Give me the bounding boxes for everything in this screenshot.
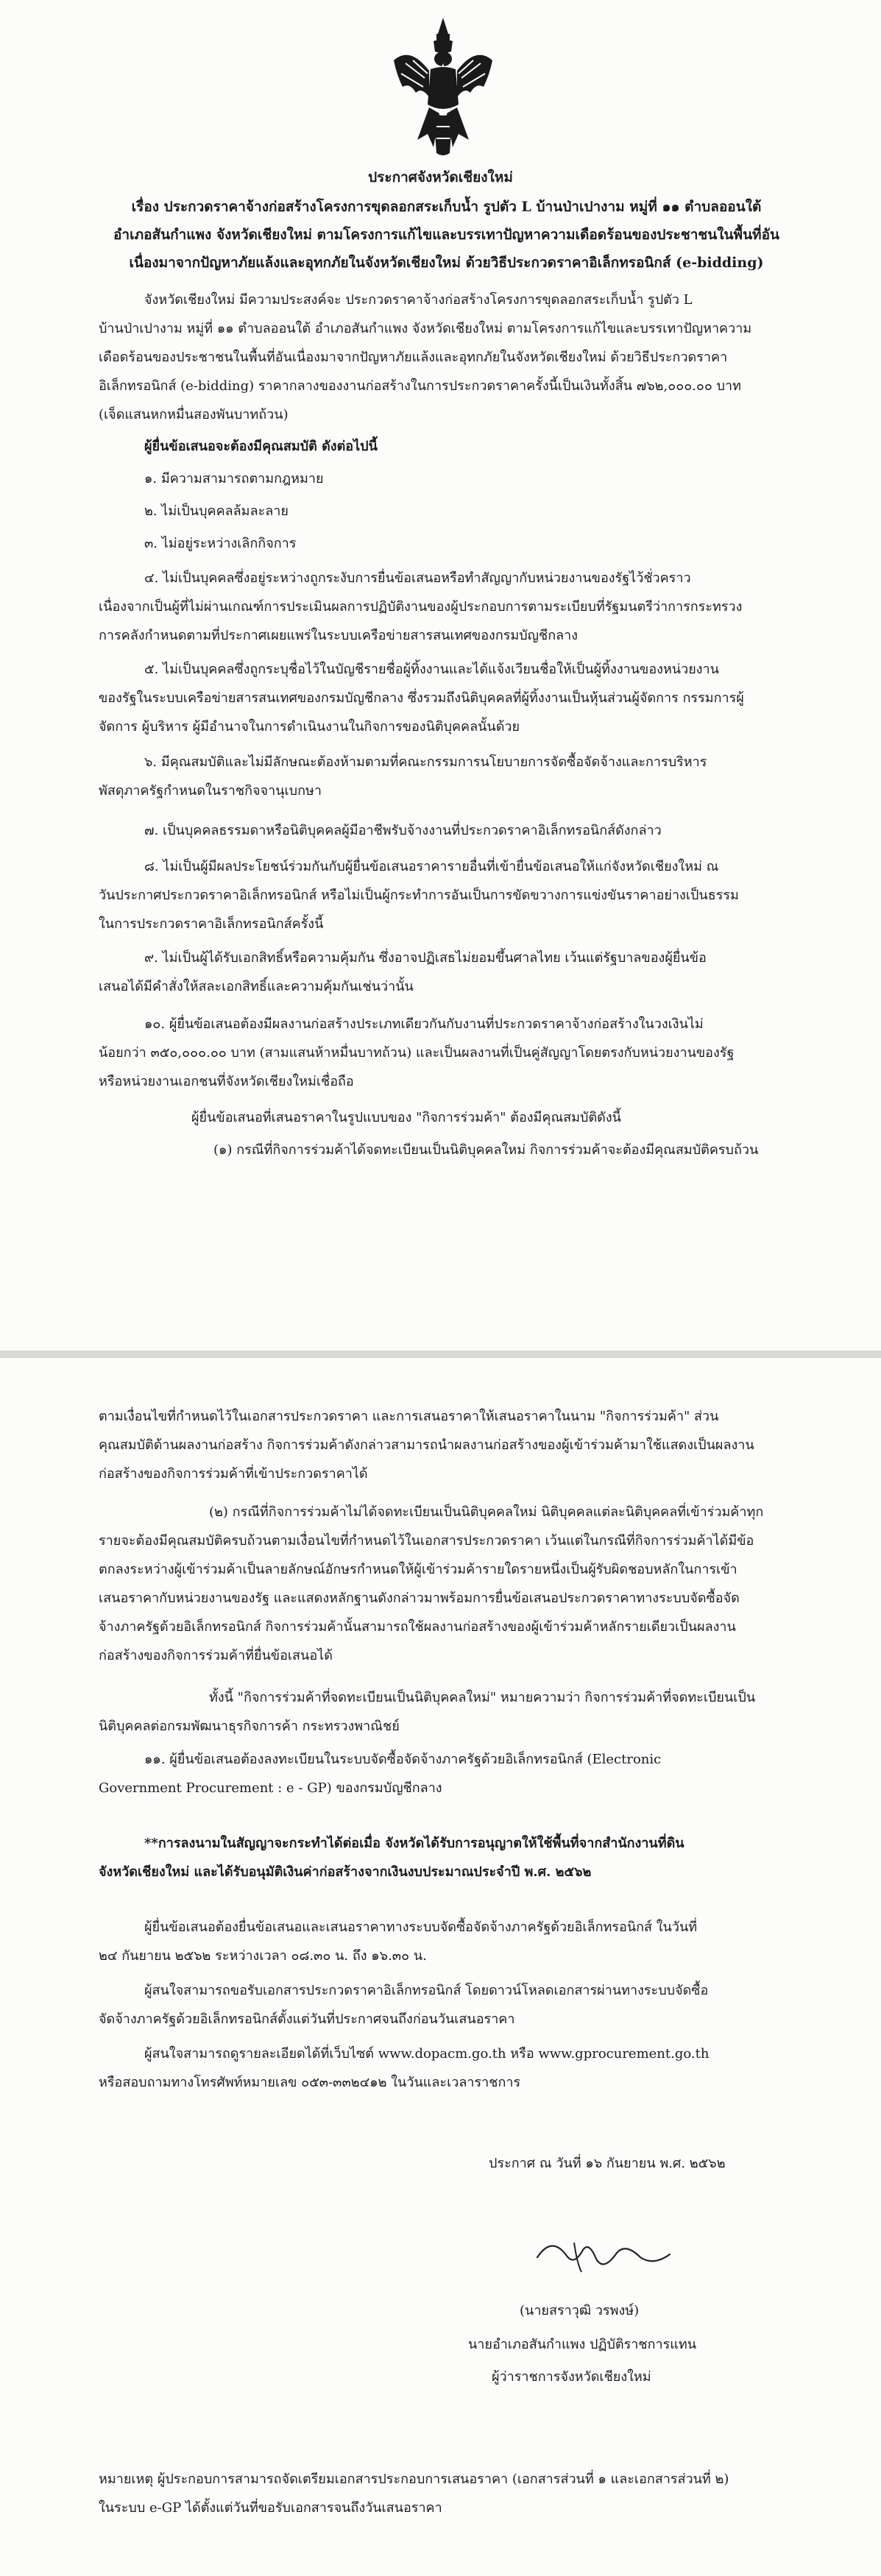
signing-condition-notice: **การลงนามในสัญญาจะกระทำได้ต่อเมื่อ จังหวัดได้รับการอนุญาตให้ใช้พื้นที่จากสำนักงานที่ดิน จังหวัดเชียงใหม่ และได้รับอนุมัติเงินค่าก่อสร้างจากเงินงบประมาณประจำปี พ.ศ. ๒๕๖๒: [99, 1836, 684, 1880]
qualification-item: ๙. ไม่เป็นผู้ได้รับเอกสิทธิ์หรือความคุ้มกัน ซึ่งอาจปฏิเสธไม่ยอมขึ้นศาลไทย เว้นแต่รัฐบาลของผู้ยื่นข้อ เสนอได้มีคำสั่งให้สละเอกสิทธิ์และความคุ้มกันเช่นว่านั้น: [99, 950, 707, 994]
contact-paragraph: ผู้สนใจสามารถดูรายละเอียดได้ที่เว็บไซต์ www.dopacm.go.th หรือ www.gprocurement.go.th หรือสอบถามทางโทรศัพท์หมายเลข ๐๕๓-๓๓๒๔๑๒ ในวันและเวลาราชการ: [99, 2046, 710, 2090]
garuda-emblem-icon: [388, 16, 498, 160]
intro-line: จังหวัดเชียงใหม่ มีความประสงค์จะ ประกวดราคาจ้างก่อสร้างโครงการขุดลอกสระเก็บน้ำ รูปตัว L: [144, 292, 693, 308]
qualification-item: ๓. ไม่อยู่ระหว่างเลิกกิจการ: [144, 536, 297, 551]
qualification-item: ๖. มีคุณสมบัติและไม่มีลักษณะต้องห้ามตามที่คณะกรรมการนโยบายการจัดซื้อจัดจ้างและการบริหาร พัสดุภาครัฐกำหนดในราชกิจจานุเบกษา: [99, 754, 707, 799]
signatory-name: (นายสราวุฒิ วรพงษ์): [520, 2303, 640, 2318]
joint-venture-heading: ผู้ยื่นข้อเสนอที่เสนอราคาในรูปแบบของ "กิจการร่วมค้า" ต้องมีคุณสมบัติดังนี้: [191, 1110, 621, 1125]
intro-line: อิเล็กทรอนิกส์ (e-bidding) ราคากลางของงานก่อสร้างในการประกวดราคาครั้งนี้เป็นเงินทั้งสิ้น ๗๖๒,๐๐๐.๐๐ บาท: [99, 378, 742, 394]
download-paragraph: ผู้สนใจสามารถขอรับเอกสารประกวดราคาอิเล็กทรอนิกส์ โดยดาวน์โหลดเอกสารผ่านทางระบบจัดซื้อ จัดจ้างภาครัฐด้วยอิเล็กทรอนิกส์ตั้งแต่วันที่ประกาศจนถึงก่อนวันเสนอราคา: [99, 1983, 709, 2027]
joint-venture-item: (๒) กรณีที่กิจการร่วมค้าไม่ได้จดทะเบียนเป็นนิติบุคคลใหม่ นิติบุคคลแต่ละนิติบุคคลที่เข้าร่วมค้าทุก รายจะต้องมีคุณสมบัติครบถ้วนตามเงื่อนไขที่กำหนดไว้ในเอกสารประกวดราคา เว้นแต่ในกรณีที่กิจการร่วมค้าได้มีข้อ ตกลงระหว่างผู้เข้าร่วมค้าเป็นลายลักษณ์อักษรกำหนดให้ผู้เข้าร่วมค้ารายใดรายหนึ่งเป็นผู้รับผิดชอบหลักในการเข้า เสนอราคากับหน่วยงานของรัฐ และแสดงหลักฐานดังกล่าวมาพร้อมการยื่นข้อเสนอประกวดราคาทางระบบจัดซื้อจัด จ้างภาครัฐด้วยอิเล็กทรอนิกส์ กิจการร่วมค้านั้นสามารถใช้ผลงานก่อสร้างของผู้เข้าร่วมค้าหลักรายเดียวเป็นผลงาน ก่อสร้างของกิจการร่วมค้าที่ยื่นข้อเสนอได้: [99, 1504, 764, 1663]
intro-line: เดือดร้อนของประชาชนในพื้นที่อันเนื่องมาจากปัญหาภัยแล้งและอุทกภัยในจังหวัดเชียงใหม่ ด้วยวิธีประกวดราคา: [99, 350, 728, 365]
announcement-title: ประกาศจังหวัดเชียงใหม่: [368, 169, 513, 185]
subject-line: เรื่อง ประกวดราคาจ้างก่อสร้างโครงการขุดลอกสระเก็บน้ำ รูปตัว L บ้านป่าเปางาม หมู่ที่ ๑๑ ตำบลออนใต้: [131, 199, 762, 215]
intro-paragraph: [99, 286, 787, 429]
signatory-position: นายอำเภอสันกำแพง ปฏิบัติราชการแทน: [468, 2337, 697, 2352]
signatory-position: ผู้ว่าราชการจังหวัดเชียงใหม่: [492, 2369, 651, 2385]
joint-venture-continuation: ตามเงื่อนไขที่กำหนดไว้ในเอกสารประกวดราคา และการเสนอราคาให้เสนอราคาในนาม "กิจการร่วมค้า" ส่วน คุณสมบัติด้านผลงานก่อสร้าง กิจการร่วมค้าดังกล่าวสามารถนำผลงานก่อสร้างของผู้เข้าร่วมค้ามาใช้แสดงเป็นผลงาน ก่อสร้างของกิจการร่วมค้าที่เข้าประกวดราคาได้: [99, 1409, 754, 1482]
qualification-item: ๘. ไม่เป็นผู้มีผลประโยชน์ร่วมกันกับผู้ยื่นข้อเสนอราคารายอื่นที่เข้ายื่นข้อเสนอให้แก่จังหวัดเชียงใหม่ ณ วันประกาศประกวดราคาอิเล็กทรอนิกส์ หรือไม่เป็นผู้กระทำการอันเป็นการขัดขวางการแข่งขันราคาอย่างเป็นธรรม ในการประกวดราคาอิเล็กทรอนิกส์ครั้งนี้: [99, 859, 739, 932]
document-page-2: [0, 1358, 881, 2576]
subject-line: อำเภอสันกำแพง จังหวัดเชียงใหม่ ตามโครงการแก้ไขและบรรเทาปัญหาความเดือดร้อนของประชาชนในพื้นที่อัน: [113, 227, 779, 243]
qualification-item: ๑. มีความสามารถตามกฎหมาย: [144, 471, 324, 486]
subject-line: เนื่องมาจากปัญหาภัยแล้งและอุทกภัยในจังหวัดเชียงใหม่ ด้วยวิธีประกวดราคาอิเล็กทรอนิกส์ (e-bidding): [129, 255, 764, 271]
remark-paragraph: หมายเหตุ ผู้ประกอบการสามารถจัดเตรียมเอกสารประกอบการเสนอราคา (เอกสารส่วนที่ ๑ และเอกสารส่วนที่ ๒) ในระบบ e-GP ได้ตั้งแต่วันที่ขอรับเอกสารจนถึงวันเสนอราคา: [99, 2471, 729, 2516]
announcement-subject: [99, 193, 794, 277]
announcement-date: ประกาศ ณ วันที่ ๑๖ กันยายน พ.ศ. ๒๕๖๒: [489, 2156, 726, 2171]
joint-venture-item: (๑) กรณีที่กิจการร่วมค้าได้จดทะเบียนเป็นนิติบุคคลใหม่ กิจการร่วมค้าจะต้องมีคุณสมบัติครบถ้วน: [213, 1142, 759, 1158]
intro-line: บ้านป่าเปางาม หมู่ที่ ๑๑ ตำบลออนใต้ อำเภอสันกำแพง จังหวัดเชียงใหม่ ตามโครงการแก้ไขและบรรเทาปัญหาความ: [99, 321, 752, 336]
intro-line: (เจ็ดแสนหกหมื่นสองพันบาทถ้วน): [99, 407, 289, 422]
qualification-item: ๕. ไม่เป็นบุคคลซึ่งถูกระบุชื่อไว้ในบัญชีรายชื่อผู้ทิ้งงานและได้แจ้งเวียนชื่อให้เป็นผู้ทิ้งงานของหน่วยงาน ของรัฐในระบบเครือข่ายสารสนเทศของกรมบัญชีกลาง ซึ่งรวมถึงนิติบุคคลที่ผู้ทิ้งงานเป็นหุ้นส่วนผู้จัดการ กรรมการผู้ จัดการ ผู้บริหาร ผู้มีอำนาจในการดำเนินงานในกิจการของนิติบุคคลนั้นด้วย: [99, 662, 744, 735]
joint-venture-definition: ทั้งนี้ "กิจการร่วมค้าที่จดทะเบียนเป็นนิติบุคคลใหม่" หมายความว่า กิจการร่วมค้าที่จดทะเบียนเป็น นิติบุคคลต่อกรมพัฒนาธุรกิจการค้า กระทรวงพาณิชย์: [99, 1690, 756, 1734]
qualification-heading: ผู้ยื่นข้อเสนอจะต้องมีคุณสมบัติ ดังต่อไปนี้: [144, 439, 378, 454]
qualification-item: ๗. เป็นบุคคลธรรมดาหรือนิติบุคคลผู้มีอาชีพรับจ้างงานที่ประกวดราคาอิเล็กทรอนิกส์ดังกล่าว: [144, 823, 662, 838]
qualification-item: ๑๐. ผู้ยื่นข้อเสนอต้องมีผลงานก่อสร้างประเภทเดียวกันกับงานที่ประกวดราคาจ้างก่อสร้างในวงเงินไม่ น้อยกว่า ๓๕๐,๐๐๐.๐๐ บาท (สามแสนห้าหมื่นบาทถ้วน) และเป็นผลงานที่เป็นคู่สัญญาโดยตรงกับหน่วยงานของรัฐ หรือหน่วยงานเอกชนที่จังหวัดเชียงใหม่เชื่อถือ: [99, 1016, 735, 1089]
qualification-item: ๔. ไม่เป็นบุคคลซึ่งอยู่ระหว่างถูกระงับการยื่นข้อเสนอหรือทำสัญญากับหน่วยงานของรัฐไว้ชั่วคราว เนื่องจากเป็นผู้ที่ไม่ผ่านเกณฑ์การประเมินผลการปฏิบัติงานของผู้ประกอบการตามระเบียบที่รัฐมนตรีว่าการกระทรวง การคลังกำหนดตามที่ประกาศเผยแพร่ในระบบเครือข่ายสารสนเทศของกรมบัญชีกลาง: [99, 570, 743, 643]
page-divider: [0, 1351, 881, 1358]
submission-paragraph: ผู้ยื่นข้อเสนอต้องยื่นข้อเสนอและเสนอราคาทางระบบจัดซื้อจัดจ้างภาครัฐด้วยอิเล็กทรอนิกส์ ในวันที่ ๒๔ กันยายน ๒๕๖๒ ระหว่างเวลา ๐๘.๓๐ น. ถึง ๑๖.๓๐ น.: [99, 1919, 698, 1964]
qualification-item: ๑๑. ผู้ยื่นข้อเสนอต้องลงทะเบียนในระบบจัดซื้อจัดจ้างภาครัฐด้วยอิเล็กทรอนิกส์ (Electronic Government Procurement : e - GP) ของกรมบัญชีกลาง: [99, 1752, 662, 1796]
qualification-item: ๒. ไม่เป็นบุคคลล้มละลาย: [144, 503, 289, 519]
handwritten-signature: [530, 2228, 677, 2279]
